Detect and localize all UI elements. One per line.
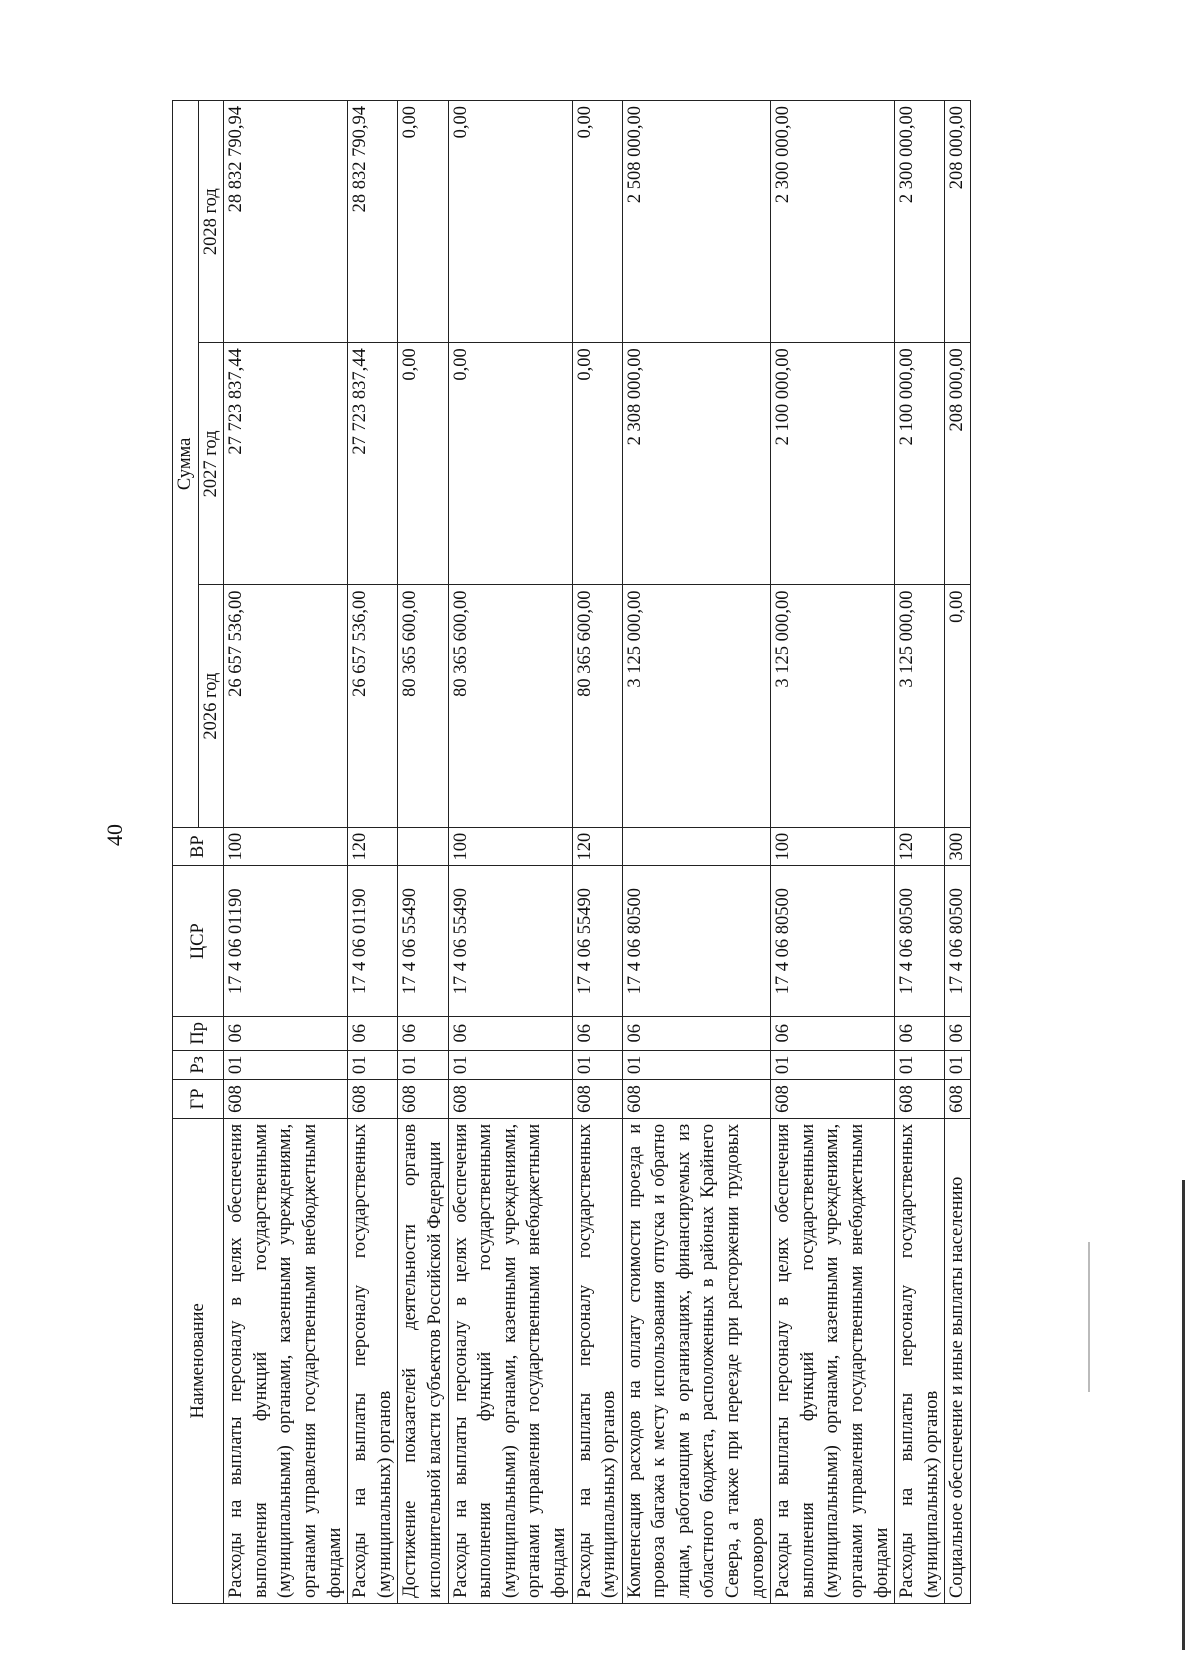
cell-pr: 06	[895, 1016, 945, 1050]
table-body	[224, 101, 971, 1604]
table-row	[895, 101, 945, 1604]
cell-vr	[622, 827, 771, 866]
cell-y2028: 28 832 790,94	[348, 101, 398, 343]
cell-pr: 06	[622, 1016, 771, 1050]
cell-vr: 120	[348, 827, 398, 866]
scan-edge-line	[1182, 1180, 1185, 1650]
cell-gr: 608	[224, 1080, 348, 1119]
header-csr: ЦСР	[173, 866, 224, 1016]
cell-name: Достижение показателей деятельности органов исполнительной власти субъектов Российской Федерации	[398, 1118, 448, 1603]
cell-pr: 06	[945, 1016, 971, 1050]
cell-csr: 17 4 06 80500	[771, 866, 895, 1016]
cell-y2026: 3 125 000,00	[622, 585, 771, 827]
cell-gr: 608	[398, 1080, 448, 1119]
budget-table	[172, 100, 971, 1604]
cell-rz: 01	[348, 1050, 398, 1080]
cell-y2027: 2 100 000,00	[895, 343, 945, 585]
cell-y2026: 26 657 536,00	[348, 585, 398, 827]
header-name: Наименование	[173, 1118, 224, 1603]
cell-vr: 120	[572, 827, 622, 866]
cell-rz: 01	[945, 1050, 971, 1080]
cell-y2027: 0,00	[448, 343, 572, 585]
cell-gr: 608	[771, 1080, 895, 1119]
cell-y2028: 0,00	[398, 101, 448, 343]
cell-name: Расходы на выплаты персоналу государственных (муниципальных) органов	[895, 1118, 945, 1603]
cell-name: Расходы на выплаты персоналу в целях обеспечения выполнения функций государственными (муниципальными) органами, казенными учреждениями, органами управления государственными внебюджетными фондами	[224, 1118, 348, 1603]
cell-rz: 01	[448, 1050, 572, 1080]
cell-y2026: 3 125 000,00	[895, 585, 945, 827]
cell-vr: 120	[895, 827, 945, 866]
cell-y2028: 0,00	[448, 101, 572, 343]
header-year-2028: 2028 год	[198, 101, 224, 343]
cell-gr: 608	[572, 1080, 622, 1119]
cell-name: Расходы на выплаты персоналу в целях обеспечения выполнения функций государственными (муниципальными) органами, казенными учреждениями, органами управления государственными внебюджетными фондами	[771, 1118, 895, 1603]
table-row	[224, 101, 348, 1604]
header-year-2026: 2026 год	[198, 585, 224, 827]
cell-y2028: 2 300 000,00	[771, 101, 895, 343]
header-rz: Рз	[173, 1050, 224, 1080]
cell-pr: 06	[348, 1016, 398, 1050]
cell-rz: 01	[398, 1050, 448, 1080]
header-pr: Пр	[173, 1016, 224, 1050]
cell-pr: 06	[572, 1016, 622, 1050]
scan-mark	[1088, 1242, 1090, 1392]
cell-csr: 17 4 06 55490	[448, 866, 572, 1016]
cell-y2026: 80 365 600,00	[398, 585, 448, 827]
table-row	[348, 101, 398, 1604]
cell-y2028: 2 300 000,00	[895, 101, 945, 343]
cell-rz: 01	[771, 1050, 895, 1080]
cell-y2028: 208 000,00	[945, 101, 971, 343]
header-vr: ВР	[173, 827, 224, 866]
table-row	[771, 101, 895, 1604]
cell-vr: 100	[771, 827, 895, 866]
cell-name: Расходы на выплаты персоналу в целях обеспечения выполнения функций государственными (муниципальными) органами, казенными учреждениями, органами управления государственными внебюджетными фондами	[448, 1118, 572, 1603]
cell-rz: 01	[622, 1050, 771, 1080]
cell-pr: 06	[398, 1016, 448, 1050]
cell-y2027: 27 723 837,44	[348, 343, 398, 585]
cell-y2027: 0,00	[572, 343, 622, 585]
rotated-table-container	[172, 100, 1068, 1604]
cell-y2027: 2 308 000,00	[622, 343, 771, 585]
cell-gr: 608	[448, 1080, 572, 1119]
table-row	[398, 101, 448, 1604]
header-year-2027: 2027 год	[198, 343, 224, 585]
cell-y2026: 3 125 000,00	[771, 585, 895, 827]
cell-rz: 01	[572, 1050, 622, 1080]
cell-name: Расходы на выплаты персоналу государственных (муниципальных) органов	[348, 1118, 398, 1603]
cell-csr: 17 4 06 55490	[398, 866, 448, 1016]
cell-csr: 17 4 06 55490	[572, 866, 622, 1016]
cell-vr: 300	[945, 827, 971, 866]
cell-y2028: 2 508 000,00	[622, 101, 771, 343]
cell-gr: 608	[945, 1080, 971, 1119]
cell-rz: 01	[895, 1050, 945, 1080]
cell-csr: 17 4 06 01190	[348, 866, 398, 1016]
cell-y2026: 80 365 600,00	[572, 585, 622, 827]
cell-y2026: 80 365 600,00	[448, 585, 572, 827]
cell-rz: 01	[224, 1050, 348, 1080]
table-header	[173, 101, 224, 1604]
cell-pr: 06	[448, 1016, 572, 1050]
cell-vr: 100	[448, 827, 572, 866]
header-gr: ГР	[173, 1080, 224, 1119]
cell-y2028: 0,00	[572, 101, 622, 343]
page-number: 40	[102, 824, 127, 846]
cell-gr: 608	[622, 1080, 771, 1119]
table-row	[945, 101, 971, 1604]
cell-name: Расходы на выплаты персоналу государственных (муниципальных) органов	[572, 1118, 622, 1603]
cell-csr: 17 4 06 80500	[945, 866, 971, 1016]
cell-y2027: 2 100 000,00	[771, 343, 895, 585]
table-row	[622, 101, 771, 1604]
cell-gr: 608	[348, 1080, 398, 1119]
cell-y2027: 0,00	[398, 343, 448, 585]
cell-gr: 608	[895, 1080, 945, 1119]
cell-y2026: 26 657 536,00	[224, 585, 348, 827]
cell-pr: 06	[224, 1016, 348, 1050]
cell-vr: 100	[224, 827, 348, 866]
cell-pr: 06	[771, 1016, 895, 1050]
cell-vr	[398, 827, 448, 866]
table-row	[448, 101, 572, 1604]
cell-y2026: 0,00	[945, 585, 971, 827]
cell-csr: 17 4 06 80500	[895, 866, 945, 1016]
cell-name: Компенсация расходов на оплату стоимости проезда и провоза багажа к месту использования отпуска и обратно лицам, работающим в организациях, финансируемых из областного бюджета, расположенных в районах Крайнего Севера, а также при переезде при расторжении трудовых договоров	[622, 1118, 771, 1603]
cell-y2028: 28 832 790,94	[224, 101, 348, 343]
cell-y2027: 27 723 837,44	[224, 343, 348, 585]
table-row	[572, 101, 622, 1604]
cell-csr: 17 4 06 80500	[622, 866, 771, 1016]
header-sum: Сумма	[173, 101, 199, 828]
cell-y2027: 208 000,00	[945, 343, 971, 585]
cell-name: Социальное обеспечение и иные выплаты населению	[945, 1118, 971, 1603]
cell-csr: 17 4 06 01190	[224, 866, 348, 1016]
